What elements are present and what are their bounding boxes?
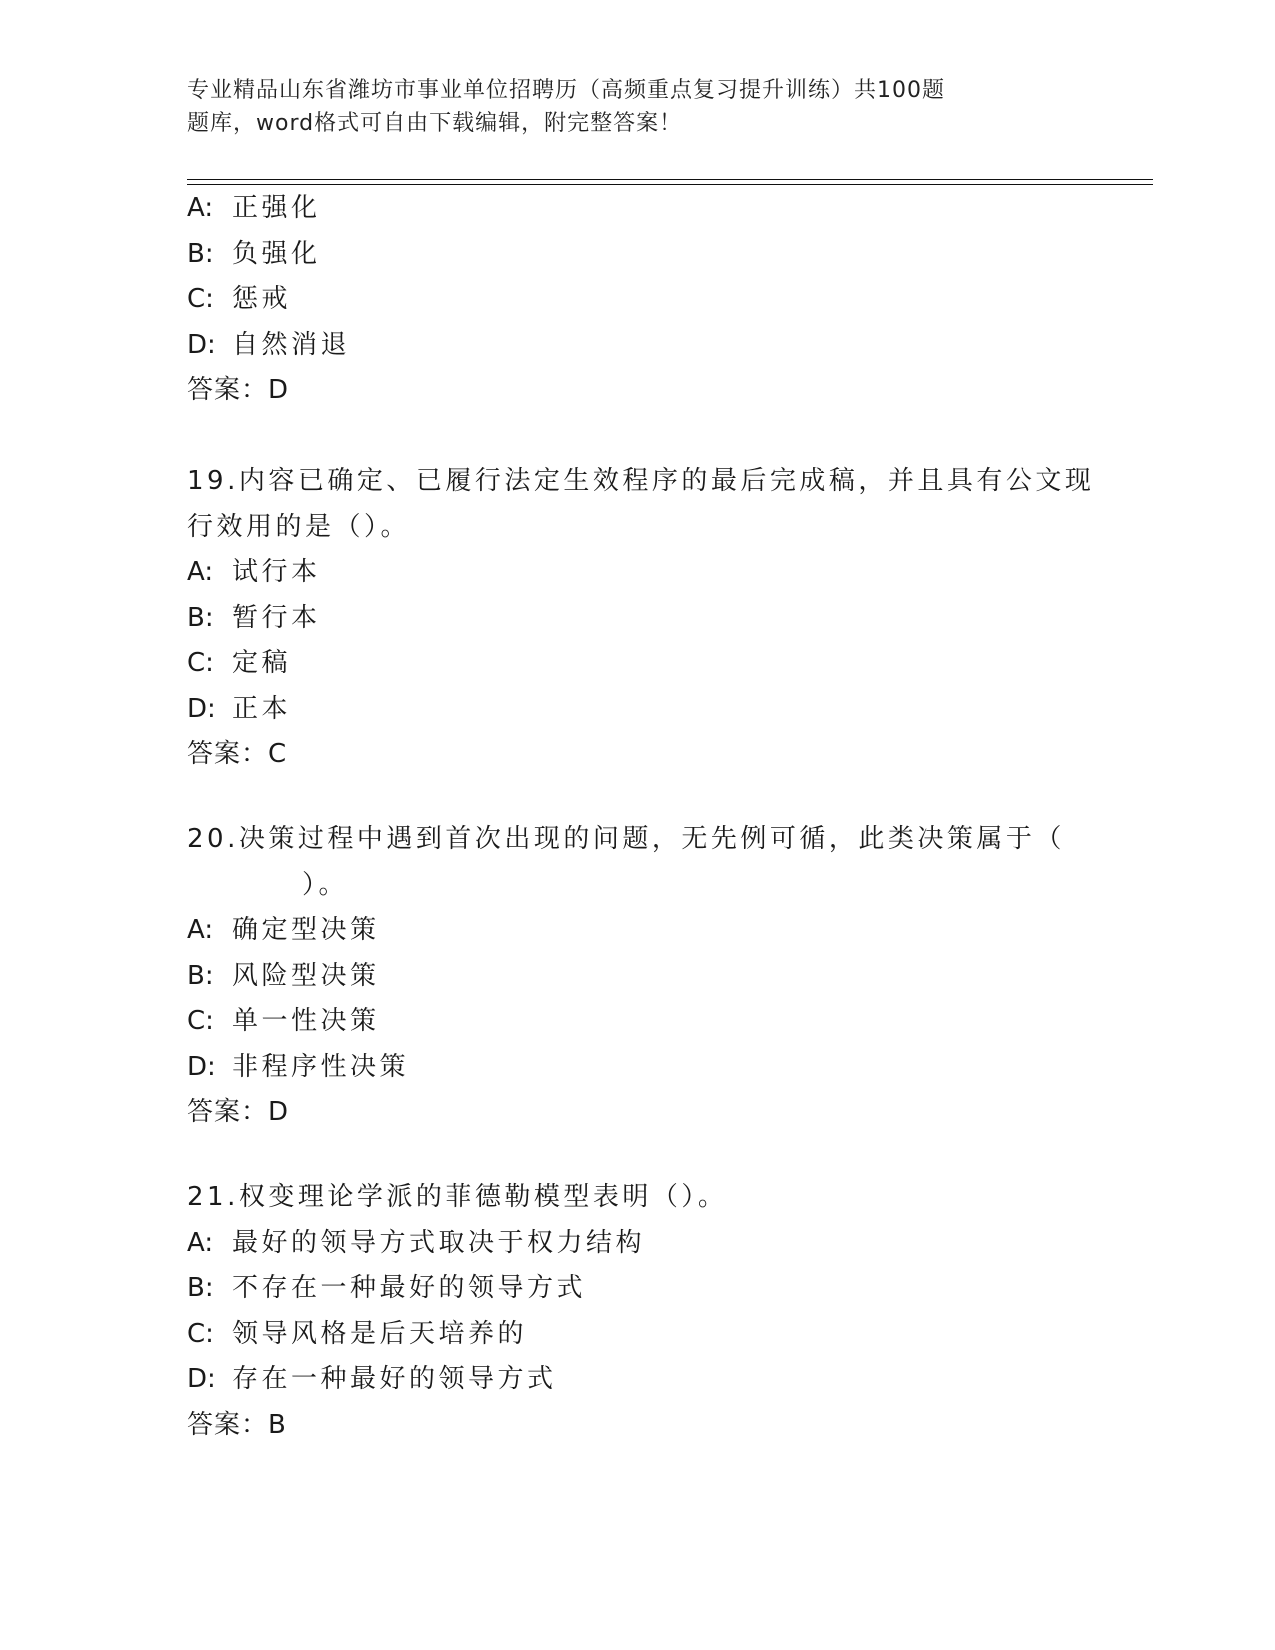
option-letter: C: xyxy=(187,648,214,678)
option-text: 不存在一种最好的领导方式 xyxy=(232,1273,587,1303)
option-letter: A: xyxy=(187,557,214,587)
option-text: 正强化 xyxy=(232,193,321,223)
option-text: 最好的领导方式取决于权力结构 xyxy=(232,1227,646,1258)
option-letter: A: xyxy=(187,1227,214,1258)
answer-line: 答案：D xyxy=(187,375,290,405)
option-c xyxy=(187,641,1087,687)
header-divider-bottom xyxy=(187,184,1153,185)
option-letter: A: xyxy=(187,193,214,223)
option-text: 领导风格是后天培养的 xyxy=(232,1318,528,1349)
option-text: 暂行本 xyxy=(232,602,321,633)
option-letter: B: xyxy=(187,1273,214,1303)
question-18 xyxy=(187,186,1087,414)
option-letter: D: xyxy=(187,329,216,360)
answer-line: 答案：B xyxy=(187,1409,287,1440)
question-stem-line-2: 行效用的是（）。 xyxy=(187,511,411,542)
option-d xyxy=(187,1045,1087,1091)
header-divider-top xyxy=(187,179,1153,180)
option-letter: D: xyxy=(187,1051,216,1082)
option-d xyxy=(187,687,1087,733)
option-b xyxy=(187,954,1087,1000)
option-text: 自然消退 xyxy=(232,329,351,360)
option-letter: C: xyxy=(187,1318,214,1349)
question-19 xyxy=(187,459,1095,778)
option-c xyxy=(187,999,1087,1045)
option-letter: A: xyxy=(187,915,214,945)
header-title-line-2: 题库，word格式可自由下载编辑，附完整答案！ xyxy=(187,111,683,136)
header-title-line-1: 专业精品山东省潍坊市事业单位招聘历（高频重点复习提升训练）共100题 xyxy=(187,78,945,103)
option-text: 存在一种最好的领导方式 xyxy=(232,1364,557,1394)
option-letter: D: xyxy=(187,1364,216,1394)
question-20 xyxy=(187,817,1087,1136)
option-letter: D: xyxy=(187,693,216,724)
option-text: 试行本 xyxy=(232,557,321,587)
option-a xyxy=(187,550,1087,596)
option-text: 负强化 xyxy=(232,238,321,269)
option-b xyxy=(187,232,1087,278)
option-d xyxy=(187,323,1087,369)
answer-line: 答案：D xyxy=(187,1097,290,1127)
option-d xyxy=(187,1357,1087,1403)
option-a xyxy=(187,908,1087,954)
option-b xyxy=(187,1266,1087,1312)
option-letter: B: xyxy=(187,960,214,991)
option-text: 惩戒 xyxy=(232,284,292,314)
option-letter: C: xyxy=(187,284,214,314)
question-stem-line-2: ）。 xyxy=(302,869,349,900)
option-text: 正本 xyxy=(232,693,292,724)
option-text: 非程序性决策 xyxy=(232,1051,410,1082)
option-a xyxy=(187,1221,1087,1267)
option-c xyxy=(187,1312,1087,1358)
option-text: 风险型决策 xyxy=(232,960,380,991)
option-letter: B: xyxy=(187,602,214,633)
option-text: 定稿 xyxy=(232,648,292,678)
question-stem-line-1: 21.权变理论学派的菲德勒模型表明（）。 xyxy=(187,1182,728,1212)
option-c xyxy=(187,277,1087,323)
option-letter: B: xyxy=(187,238,214,269)
question-stem-line-1: 19.内容已确定、已履行法定生效程序的最后完成稿，并且具有公文现 xyxy=(187,466,1095,496)
option-text: 单一性决策 xyxy=(232,1006,380,1036)
option-text: 确定型决策 xyxy=(232,915,380,945)
question-21 xyxy=(187,1175,1087,1448)
option-b xyxy=(187,596,1087,642)
question-stem-line-1: 20.决策过程中遇到首次出现的问题，无先例可循，此类决策属于（ xyxy=(187,824,1065,854)
document-header xyxy=(187,74,1007,140)
answer-line: 答案：C xyxy=(187,739,288,769)
option-letter: C: xyxy=(187,1006,214,1036)
option-a xyxy=(187,186,1087,232)
